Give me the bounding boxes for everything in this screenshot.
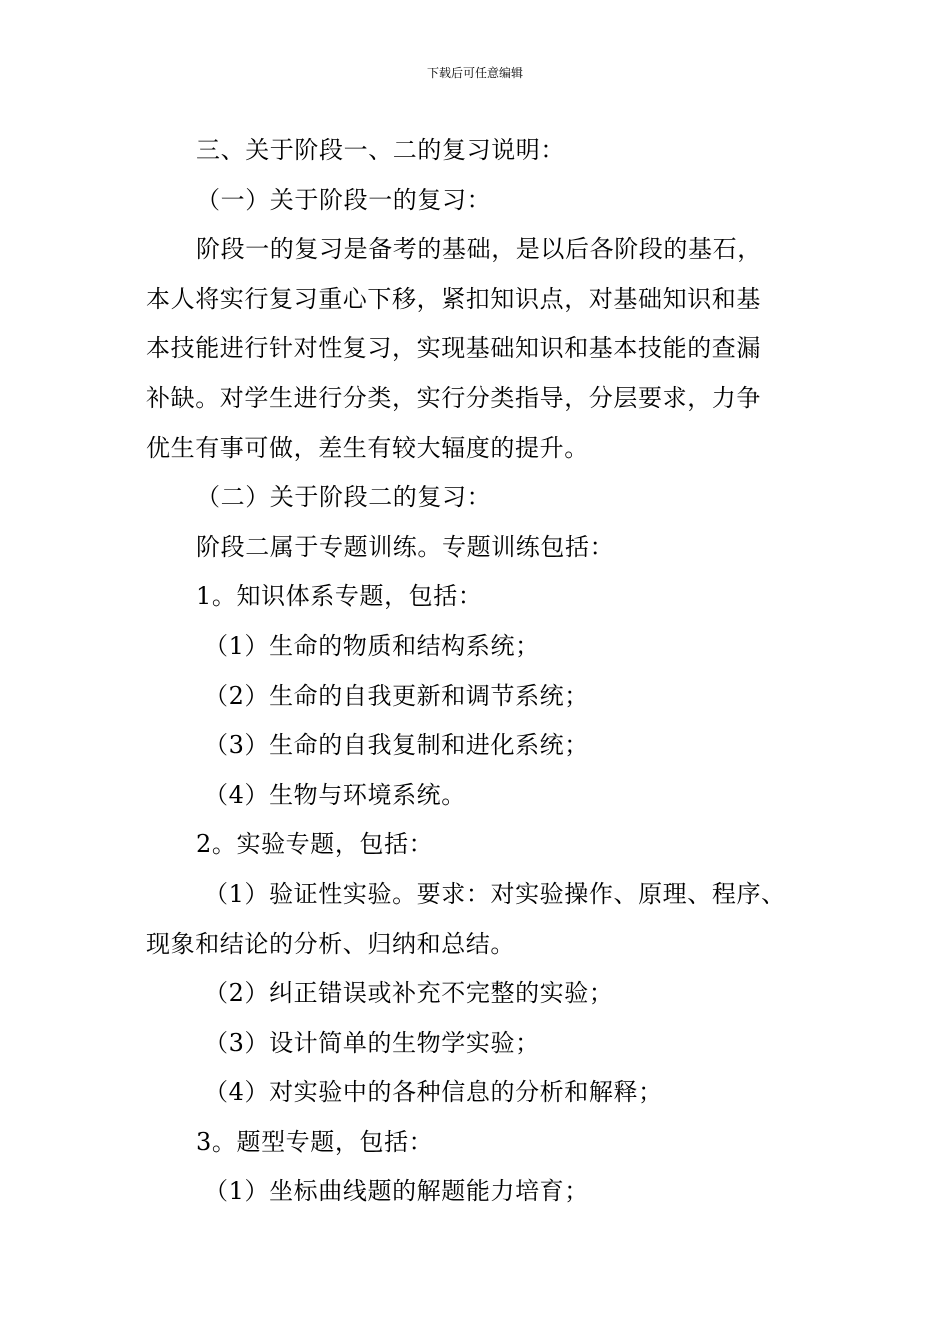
list-heading: 1。知识体系专题，包括： [196,582,483,611]
list-item: （4）生物与环境系统。 [204,780,466,809]
paragraph-line: 阶段一的复习是备考的基础，是以后各阶段的基石， [196,235,762,264]
list-item-continuation: 现象和结论的分析、归纳和总结。 [146,929,515,958]
paragraph-line: 本人将实行复习重心下移，紧扣知识点，对基础知识和基 [146,284,761,313]
subsection-heading: （二）关于阶段二的复习： [196,483,492,512]
document-body [146,126,808,1217]
subsection-heading: （一）关于阶段一的复习： [196,185,492,214]
list-item: （4）对实验中的各种信息的分析和解释； [204,1078,663,1107]
list-item: （1）坐标曲线题的解题能力培育； [204,1177,589,1206]
paragraph-line: 本技能进行针对性复习，实现基础知识和基本技能的查漏 [146,334,761,363]
paragraph-line: 阶段二属于专题训练。专题训练包括： [196,532,615,561]
list-item: （1）验证性实验。要求：对实验操作、原理、程序、 [204,879,786,908]
list-item: （3）设计简单的生物学实验； [204,1028,540,1057]
paragraph-line: 优生有事可做，差生有较大辐度的提升。 [146,433,589,462]
list-item: （2）纠正错误或补充不完整的实验； [204,979,614,1008]
section-heading: 三、关于阶段一、二的复习说明： [196,136,565,164]
list-heading: 2。实验专题，包括： [196,830,434,859]
paragraph-line: 补缺。对学生进行分类，实行分类指导，分层要求，力争 [146,383,761,412]
list-heading: 3。题型专题，包括： [196,1127,434,1156]
list-item: （2）生命的自我更新和调节系统； [204,681,589,710]
page-header: 下载后可任意编辑 [426,66,523,80]
list-item: （3）生命的自我复制和进化系统； [204,731,589,760]
list-item: （1）生命的物质和结构系统； [204,631,540,660]
